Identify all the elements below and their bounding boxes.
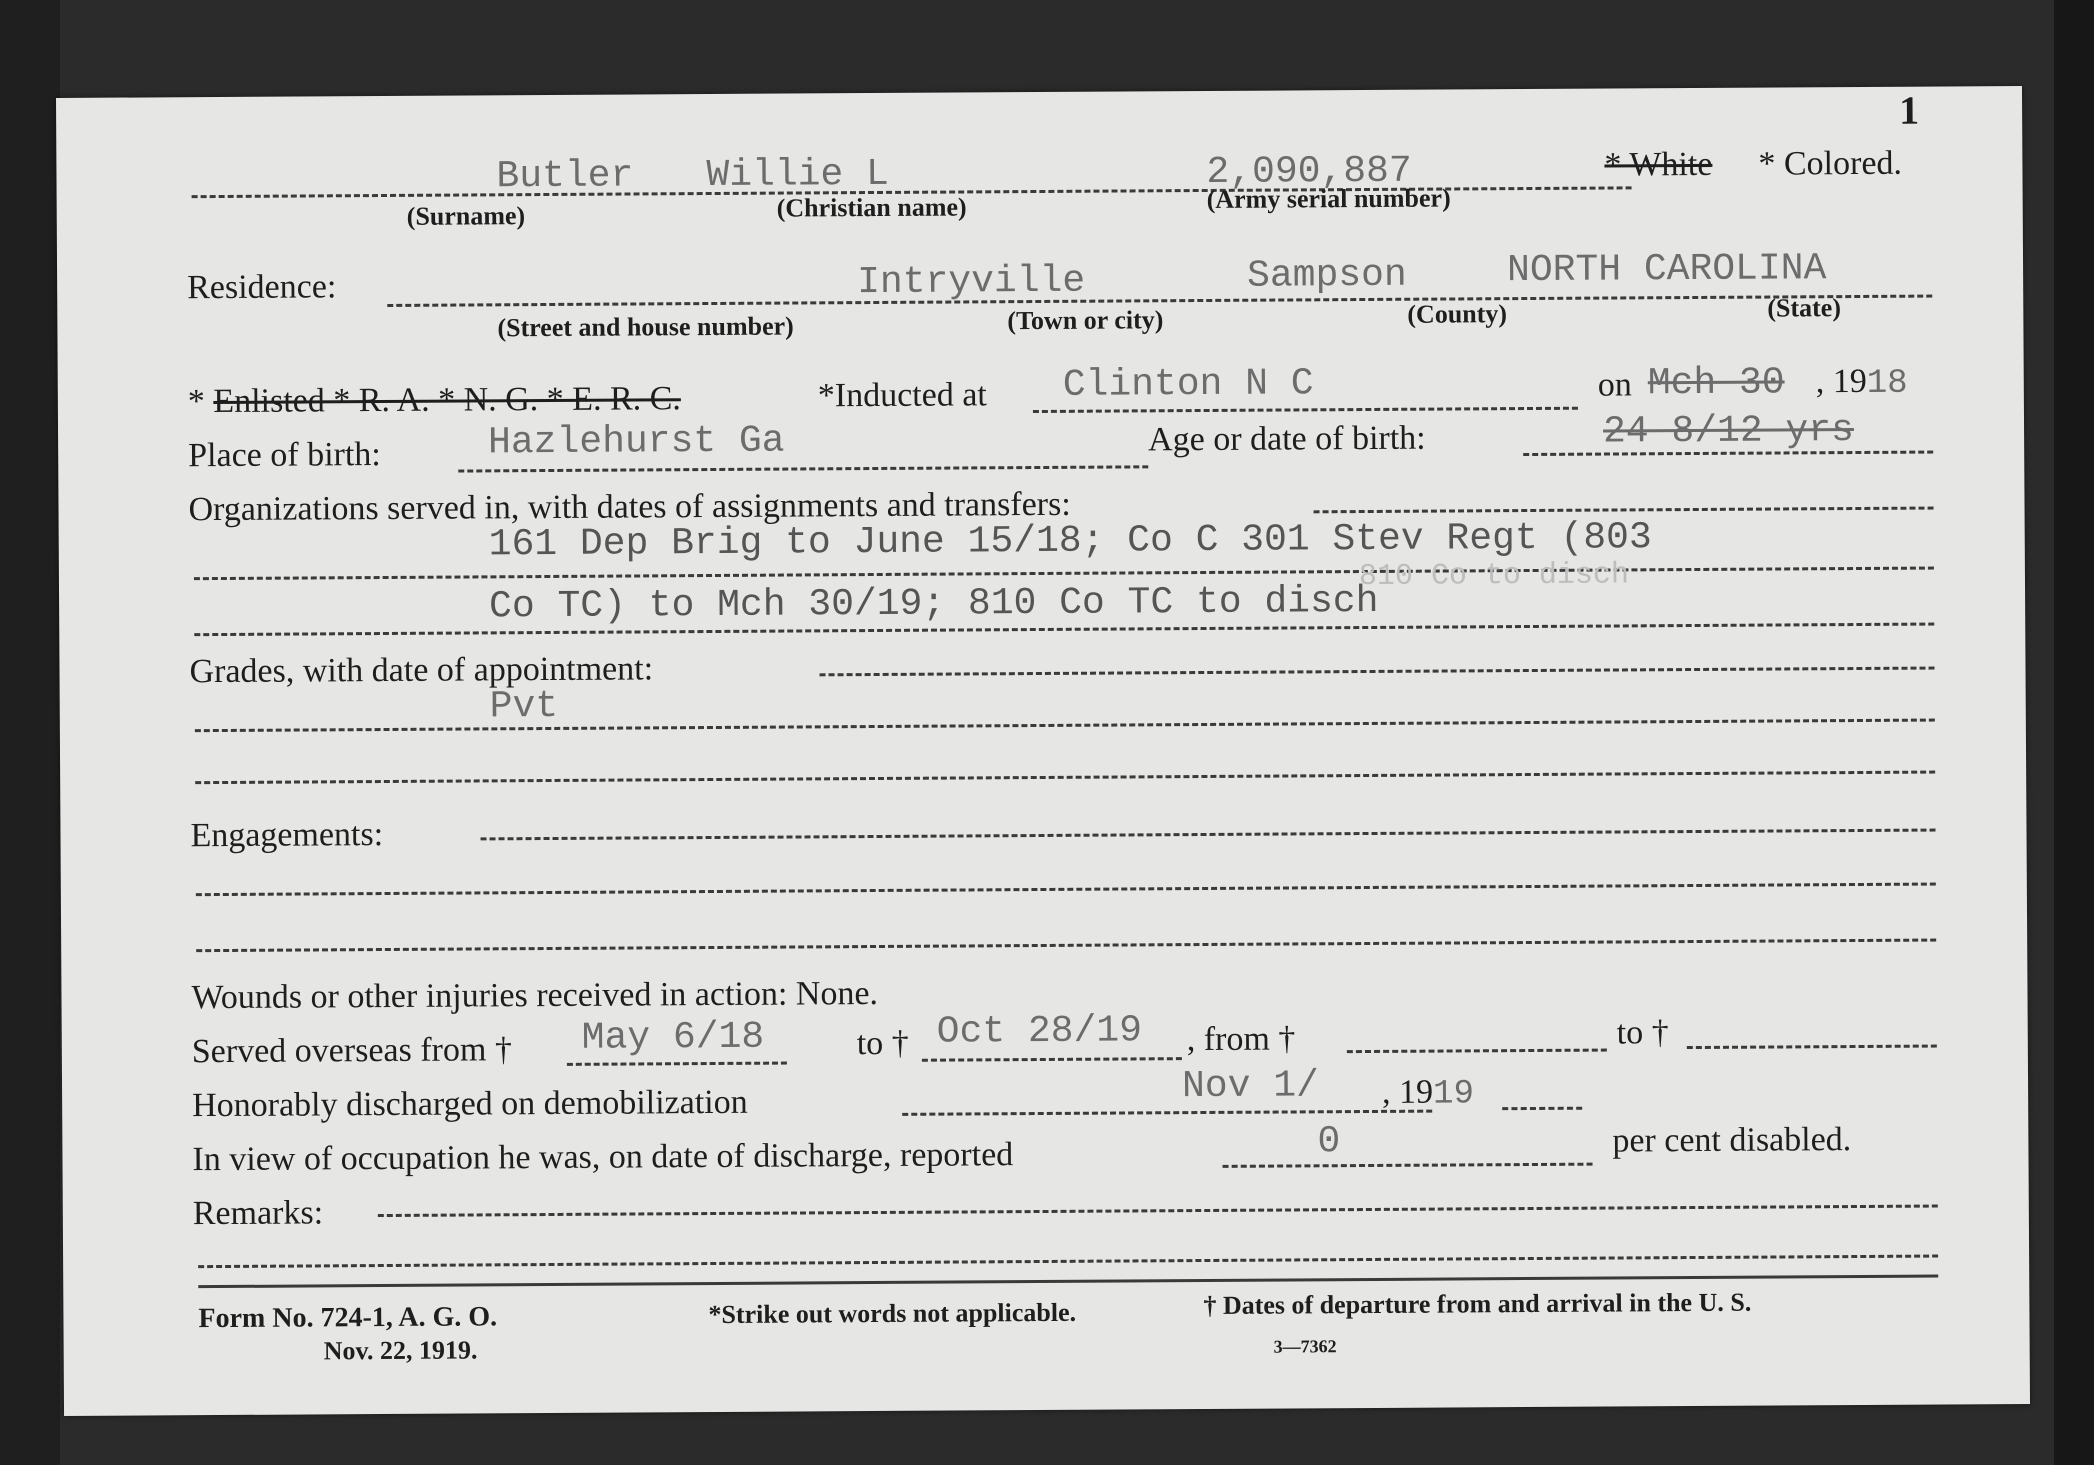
inducted-place-value: Clinton N C (1062, 362, 1314, 407)
induction-year (1816, 363, 1908, 404)
grades-line-2 (195, 771, 1935, 785)
remarks-line-0 (378, 1205, 1938, 1218)
wounds-label: Wounds or other injuries received in action: None. (191, 974, 879, 1017)
inducted-line (1033, 407, 1578, 413)
surname-caption: (Surname) (406, 201, 526, 231)
county-value: Sampson (1246, 253, 1407, 298)
overseas-to2-line (1687, 1045, 1937, 1050)
grades-label: Grades, with date of appointment: (189, 650, 654, 691)
surname-value: Butler (496, 154, 634, 199)
christian-name-value: Willie L (706, 152, 890, 198)
place-of-birth-value: Hazlehurst Ga (487, 419, 785, 465)
form-date: Nov. 22, 1919. (323, 1335, 478, 1366)
disability-value: 0 (1317, 1120, 1341, 1164)
christian-name-caption: (Christian name) (776, 192, 967, 223)
card-number: 1 (1898, 87, 1920, 133)
service-record-card (56, 86, 2030, 1416)
overseas-to2-label: to † (1616, 1014, 1669, 1052)
age-value: 24 8/12 yrs (1602, 409, 1855, 454)
induction-year-prefix: , 19 (1815, 362, 1867, 401)
overseas-label: Served overseas from † (191, 1031, 512, 1071)
overseas-to-line (922, 1057, 1182, 1062)
white-label-text: * White (1604, 145, 1713, 184)
white-label (1604, 146, 1712, 185)
discharge-year-line (1502, 1107, 1582, 1110)
induction-date-value: Mch 30 (1647, 361, 1785, 406)
overseas-to-label: to † (856, 1024, 909, 1063)
discharge-year-suffix: 19 (1432, 1075, 1475, 1114)
background-right-edge (2054, 0, 2094, 1465)
serial-number-caption: (Army serial number) (1206, 183, 1451, 214)
footer-rule (198, 1275, 1938, 1289)
overseas-from-line (567, 1062, 787, 1066)
print-code: 3—7362 (1273, 1336, 1337, 1357)
engagements-line-0 (481, 829, 1936, 841)
serial-number-value: 2,090,887 (1206, 149, 1412, 194)
overseas-from2-line (1347, 1049, 1607, 1054)
enlisted-options: Enlisted * R. A. * N. G. * E. R. C. (213, 380, 681, 421)
overseas-to-value: Oct 28/19 (936, 1009, 1143, 1054)
remarks-line-1 (198, 1255, 1938, 1269)
overseas-from-value: May 6/18 (581, 1015, 765, 1060)
county-caption: (County) (1407, 299, 1508, 329)
engagements-line-2 (196, 939, 1936, 953)
overseas-from2-label: , from † (1186, 1020, 1296, 1059)
state-value: NORTH CAROLINA (1506, 247, 1827, 293)
discharge-line (902, 1110, 1432, 1116)
organizations-label: Organizations served in, with dates of assignments and transfers: (188, 485, 1071, 529)
engagements-line-1 (196, 883, 1936, 897)
organizations-value-1: 161 Dep Brig to June 15/18; Co C 301 Stev Regt (803 (488, 516, 1652, 567)
place-of-birth-line (458, 465, 1148, 472)
organizations-ghost-text: 810 Co to disch (1358, 558, 1630, 595)
inducted-label: *Inducted at (817, 376, 987, 415)
form-number: Form No. 724-1, A. G. O. (198, 1301, 498, 1335)
grades-value: Pvt (489, 684, 559, 729)
disability-label: In view of occupation he was, on date of discharge, reported (192, 1136, 1014, 1179)
organizations-line-0 (1314, 507, 1934, 514)
grades-line-0 (820, 667, 1935, 677)
discharge-year (1382, 1073, 1474, 1114)
colored-label: * Colored. (1758, 144, 1903, 183)
organizations-line-1 (194, 567, 1934, 581)
strike-note: *Strike out words not applicable. (708, 1297, 1077, 1330)
street-caption: (Street and house number) (497, 311, 794, 343)
on-label: on (1597, 366, 1632, 404)
residence-label: Residence: (187, 268, 337, 307)
place-of-birth-label: Place of birth: (188, 436, 381, 475)
discharge-year-prefix: , 19 (1381, 1073, 1434, 1111)
background-left-edge (0, 0, 60, 1465)
grades-line-1 (195, 719, 1935, 733)
disability-suffix: per cent disabled. (1612, 1121, 1852, 1160)
dates-note: † Dates of departure from and arrival in the U. S. (1203, 1287, 1752, 1321)
discharge-label: Honorably discharged on demobilization (192, 1083, 748, 1125)
town-caption: (Town or city) (1007, 305, 1164, 336)
discharge-date-value: Nov 1/ (1181, 1064, 1320, 1109)
engagements-label: Engagements: (190, 816, 384, 855)
state-caption: (State) (1767, 293, 1842, 323)
town-value: Intryville (857, 259, 1086, 305)
enlisted-text (188, 380, 681, 421)
enlisted-prefix: * (187, 383, 205, 421)
remarks-label: Remarks: (192, 1194, 324, 1233)
age-label: Age or date of birth: (1147, 419, 1426, 459)
organizations-value-2: Co TC) to Mch 30/19; 810 Co TC to disch (488, 579, 1379, 629)
disability-line (1223, 1163, 1593, 1168)
induction-year-suffix: 18 (1866, 364, 1908, 403)
